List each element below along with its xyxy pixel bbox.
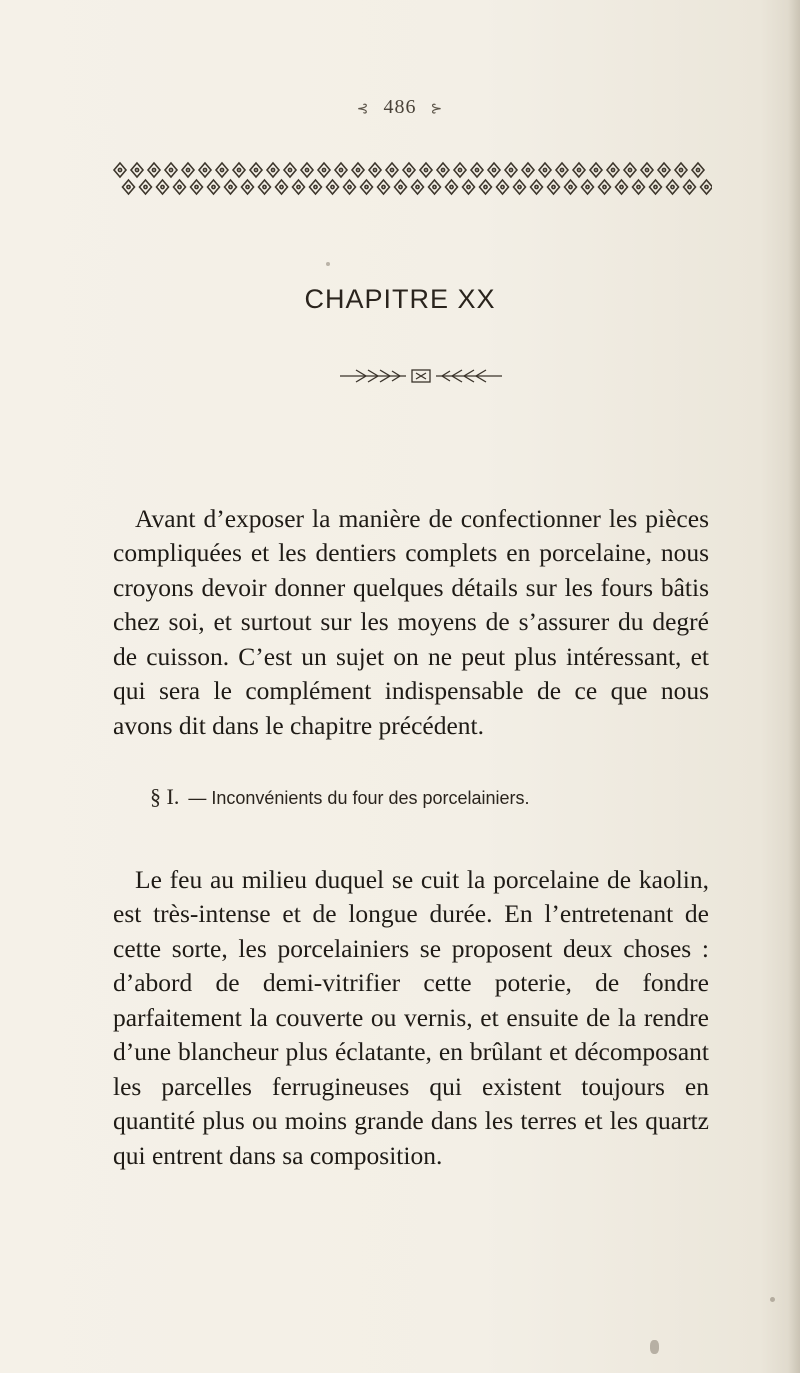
- paper-speck: [650, 1340, 659, 1354]
- section-dash: —: [188, 788, 207, 808]
- paper-speck: [770, 1297, 775, 1302]
- page-number: 486: [383, 96, 417, 118]
- section-heading: [150, 784, 730, 810]
- paragraph-kiln: Le feu au milieu duquel se cuit la porcelaine de kaolin, est très-intense et de longue durée. En l’entretenant de cette sorte, les porcelainiers se proposent deux choses : d’abord de demi-vitrifier cette poterie, de fondre parfaitement la couverte ou vernis, et ensuite de la rendre d’une blancheur plus éclatante, en brûlant et décomposant les parcelles ferrugineuses qui existent toujours en quantité plus ou moins grande dans les terres et les quartz qui entrent dans sa composition.: [113, 864, 709, 1170]
- flourish-divider-icon: [336, 364, 506, 388]
- decorative-band-icon: [112, 160, 712, 198]
- chapter-title: CHAPITRE XX: [304, 284, 496, 314]
- paragraph-intro: Avant d’exposer la manière de confectionner les pièces compliquées et les dentiers complets en porcelaine, nous croyons devoir donner quelques détails sur les fours bâtis chez soi, et surtout sur les moyens de s’assurer du degré de cuisson. C’est un sujet on ne peut plus intéressant, et qui sera le complément indispensable de ce que nous avons dit dans le chapitre précédent.: [113, 503, 709, 740]
- right-ornament-icon: ⊱: [430, 102, 444, 117]
- page-edge-shadow: [788, 0, 800, 1373]
- section-title: Inconvénients du four des porcelainiers.: [211, 788, 530, 808]
- section-number: § I.: [150, 784, 180, 809]
- page-header: [0, 96, 800, 119]
- paper-speck: [326, 262, 330, 266]
- left-ornament-icon: ⊰: [356, 102, 370, 117]
